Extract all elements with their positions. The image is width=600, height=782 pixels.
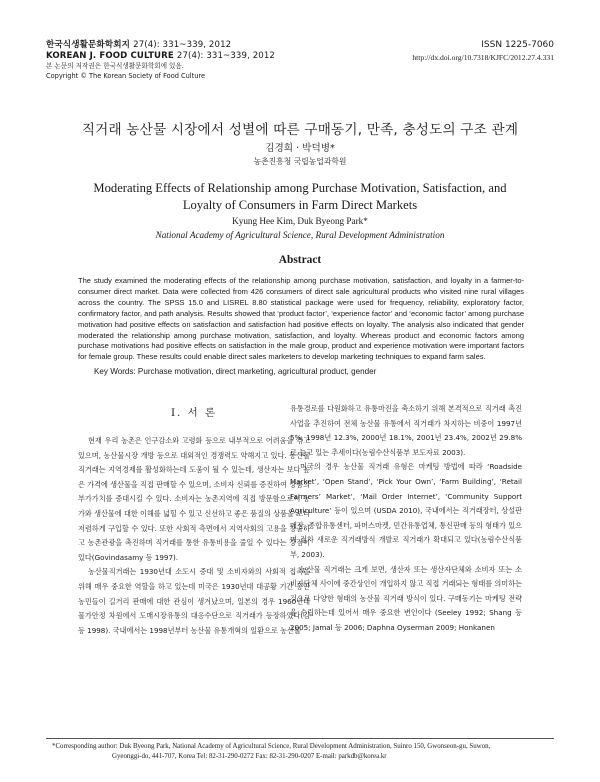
affiliation-en: National Academy of Agricultural Science, Rural Development Administration	[155, 230, 445, 240]
body-paragraph: 농산물직거래는 1930년대 소도시 증대 및 소비자와의 사회적 접촉을 위해 매우 중요한 역할을 하고 있는데 미국은 1930년대 대공황 기간 동안 농민들이 길거리 판매에 대한 관심이 생겨났으며, 일본의 경우 1960년대 물가안정 차원에서 도매시장유통의 대응수단으로 직거래가 등장하였다(김 등 1998). 국내에서는 1998년부터 농산물 유통개혁의 일환으로 농산물	[78, 567, 310, 635]
footnote-line-1: *Corresponding author: Duk Byeong Park, National Academy of Agricultural Science, Rural Development Administration, Suinro 150, Gwonseon-gu, Suwon,	[52, 743, 491, 750]
footnote-line-2: Gyeonggi-do, 441-707, Korea Tel: 82-31-290-0272 Fax: 82-31-290-0207 E-mail: parkdb@korea.kr	[112, 753, 387, 761]
paper-title-ko: 직거래 농산물 시장에서 성별에 따른 구매동기, 만족, 충성도의 구조 관계	[81, 122, 519, 138]
authors-en: Kyung Hee Kim, Duk Byeong Park*	[232, 216, 368, 226]
affiliation-ko: 농촌진흥청 국립농업과학원	[253, 157, 347, 166]
body-column-left	[78, 402, 310, 638]
authors-ko: 김경희 · 박덕병*	[265, 143, 335, 154]
footnote-divider	[46, 738, 554, 739]
abstract-heading: Abstract	[278, 254, 322, 266]
body-column-right	[290, 402, 522, 636]
keywords: Key Words: Purchase motivation, direct marketing, agricultural product, gender	[94, 367, 377, 376]
copyright-en: Copyright © The Korean Society of Food Culture	[46, 71, 206, 80]
paper-title-en: Moderating Effects of Relationship among Purchase Motivation, Satisfaction, and Loyalty of Consumers in Farm Direct Markets	[93, 181, 507, 212]
issn: ISSN 1225-7060	[481, 40, 554, 50]
journal-title-en: KOREAN J. FOOD CULTURE	[46, 51, 174, 61]
section-heading-introduction: I. 서 론	[170, 407, 218, 419]
body-paragraph: 미국의 경우 농산물 직거래 유형은 마케팅 방법에 따라 ‘Roadside Market’, ‘Open Stand’, ‘Pick Your Own’, ‘Farm Building’, ‘Retail Farmers’ Market’, ‘Mail Order Internet’, ‘Community Support Agriculture’ 등이 있으며 (USDA 2010), 국내에서는 직거래장터, 상설판매장, 종합유통센터, 파머스마켓, 민간유통업체, 통신판매 등의 형태가 있으며 점차 새로운 직거래방식 개발로 직거래가 확대되고 있다(농림수산식품부, 2003).	[290, 462, 522, 559]
journal-volume-ko: 27(4): 331~339, 2012	[133, 40, 232, 50]
abstract-text: The study examined the moderating effects of the relationship among purchase motivation, satisfaction, and loyalty in a farmer-to-consumer direct market. Data were collected from 426 consumers of direct sale agricultural products who visited nine rural villages across the country. The SPSS 15.0 and LISREL 8.80 statistical package were used for frequency, reliability, exploratory factor, confirmatory factor, and path analysis. Results showed that ‘product factor’, ‘experience factor’ and ‘economic factor’ among purchase motivation had positive effects on satisfaction and satisfaction had positive effects on loyalty. The analysis also indicated that gender moderated the relationship among purchase motivation, satisfaction, and loyalty. Whereas product and economic factors among purchase motivations had positive effects on satisfaction in the male group, product and experience motivation were important factors for female group. These results could enable direct sales marketers to develop marketing techniques to expand farm sales.	[78, 276, 524, 362]
body-paragraph: 농산물 직거래는 크게 보면, 생산자 또는 생산자단체와 소비자 또는 소비자단체 사이에 중간상인이 개입하지 않고 직접 거래되는 형태를 의미하는 것으로 다양한 형태의 농산물 직거래 방식이 있다. 구매동기는 마케팅 전략을 수립하는데 있어서 매우 중요한 변인이다 (Seeley 1992; Shang 등 2005; Jamal 등 2006; Daphna Oyserman 2009; Honkanen	[290, 564, 522, 632]
body-paragraph: 유통경로를 다원화하고 유통마진을 축소하기 위해 본격적으로 직거래 촉진 사업을 추진하여 전체 농산물 유통에서 직거래가 차지하는 비중이 1997년 5%, 1998년 12.3%, 2000년 18.1%, 2001년 23.4%, 2002년 29.8%로 늘고 있는 추세이다(농림수산식품부 보도자료 2003).	[290, 404, 522, 457]
issn-block	[294, 40, 554, 64]
copyright-ko: 본 논문의 저작권은 한국식생활문화학회에 있음.	[46, 62, 184, 70]
corresponding-author-footnote	[52, 742, 550, 763]
journal-volume-en: 27(4): 331~339, 2012	[176, 51, 275, 61]
doi-link[interactable]: http://dx.doi.org/10.7318/KJFC/2012.27.4.331	[412, 53, 554, 62]
body-paragraph: 현재 우리 농촌은 인구감소와 고령화 등으로 내부적으로 어려움을 겪고 있으며, 농산물시장 개방 등으로 대외적인 경쟁력도 약해지고 있다. 농산물 직거래는 지역경제를 활성화하는데 도움이 될 수 있는데, 생산자는 보다 높은 가격에 생산물을 직접 판매할 수 있으며, 소비자 신뢰를 증진하여 상품의 부가가치를 증대시킬 수 있다. 소비자는 농촌지역에 직접 방문함으로써 농가와 생산물에 대한 이해를 넓힐 수 있고 신선하고 좋은 품질의 상품을 보다 저렴하게 구입할 수 있다. 또한 사회적 측면에서 지역사회의 고용을 창출하고 농촌관광을 촉진하며 직거래를 통한 유통비용을 줄일 수 있다는 장점이 있다(Govindasamy 등 1997).	[78, 436, 310, 562]
journal-title-ko: 한국식생활문화학회지	[46, 40, 131, 50]
